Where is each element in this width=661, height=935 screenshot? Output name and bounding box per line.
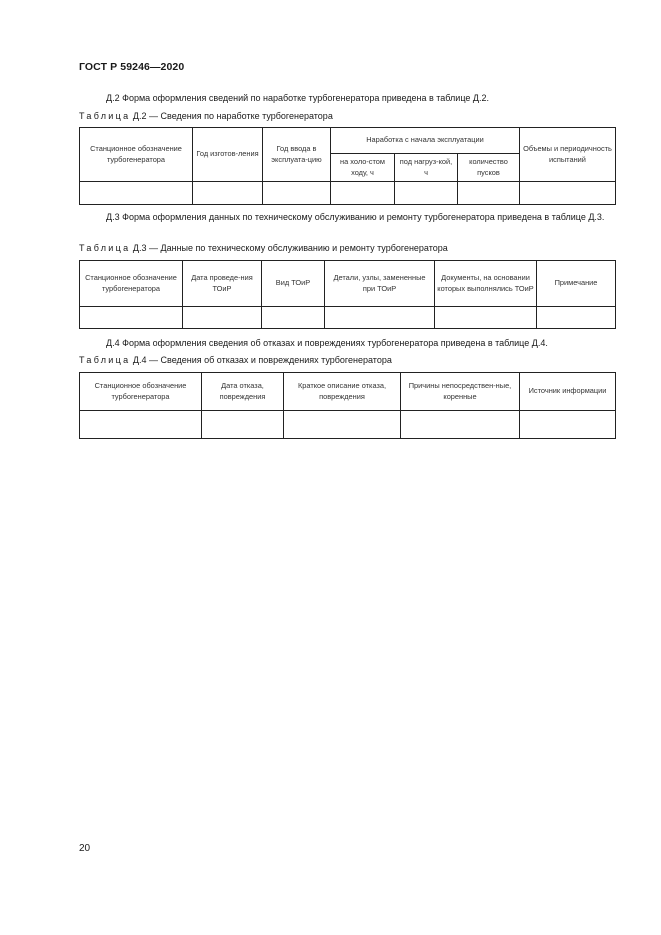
- header-idle: на холо-стом ходу, ч: [331, 154, 395, 182]
- caption-table-d2: [79, 111, 333, 122]
- empty-cell: [537, 307, 616, 329]
- empty-cell: [284, 411, 401, 439]
- table-row: [80, 182, 616, 205]
- empty-cell: [183, 307, 262, 329]
- header-year-made: Год изготов-ления: [193, 128, 263, 182]
- header-station: Станционное обозначение турбогенератора: [80, 373, 202, 411]
- empty-cell: [80, 411, 202, 439]
- table-d3: [79, 260, 616, 329]
- header-causes: Причины непосредствен-ные, коренные: [401, 373, 520, 411]
- caption-text: Д.4 — Сведения об отказах и повреждениях турбогенератора: [132, 355, 392, 365]
- header-runtime-group: Наработка с начала эксплуатации: [331, 128, 520, 154]
- header-note: Примечание: [537, 261, 616, 307]
- empty-cell: [80, 182, 193, 205]
- caption-text: Д.3 — Данные по техническому обслуживанию и ремонту турбогенератора: [132, 243, 448, 253]
- empty-cell: [263, 182, 331, 205]
- empty-cell: [193, 182, 263, 205]
- header-year-commission: Год ввода в эксплуата-цию: [263, 128, 331, 182]
- table-d4: [79, 372, 616, 439]
- table-row: [80, 411, 616, 439]
- empty-cell: [435, 307, 537, 329]
- header-docs: Документы, на основании которых выполнялись ТОиР: [435, 261, 537, 307]
- header-parts: Детали, узлы, замененные при ТОиР: [325, 261, 435, 307]
- empty-cell: [395, 182, 458, 205]
- table-row: [80, 307, 616, 329]
- header-source: Источник информации: [520, 373, 616, 411]
- empty-cell: [331, 182, 395, 205]
- document-header: ГОСТ Р 59246—2020: [79, 61, 185, 73]
- paragraph-d3: Д.3 Форма оформления данных по техническому обслуживанию и ремонту турбогенератора приведена в таблице Д.3.: [106, 212, 605, 222]
- empty-cell: [262, 307, 325, 329]
- empty-cell: [202, 411, 284, 439]
- empty-cell: [520, 182, 616, 205]
- empty-cell: [325, 307, 435, 329]
- table-d2: [79, 127, 616, 205]
- page-number: 20: [79, 843, 91, 854]
- header-load: под нагруз-кой, ч: [395, 154, 458, 182]
- caption-word: Таблица: [79, 243, 131, 253]
- empty-cell: [80, 307, 183, 329]
- header-date: Дата отказа, повреждения: [202, 373, 284, 411]
- paragraph-d4: Д.4 Форма оформления сведения об отказах и повреждениях турбогенератора приведена в таблице Д.4.: [106, 338, 548, 348]
- header-station: Станционное обозначение турбогенератора: [80, 128, 193, 182]
- header-date: Дата проведе-ния ТОиР: [183, 261, 262, 307]
- header-starts: количество пусков: [458, 154, 520, 182]
- header-station: Станционное обозначение турбогенератора: [80, 261, 183, 307]
- header-type: Вид ТОиР: [262, 261, 325, 307]
- caption-table-d3: [79, 243, 448, 254]
- empty-cell: [458, 182, 520, 205]
- caption-table-d4: [79, 355, 392, 366]
- caption-text: Д.2 — Сведения по наработке турбогенератора: [132, 111, 333, 121]
- paragraph-d2: Д.2 Форма оформления сведений по наработке турбогенератора приведена в таблице Д.2.: [106, 93, 489, 103]
- header-desc: Краткое описание отказа, повреждения: [284, 373, 401, 411]
- caption-word: Таблица: [79, 355, 131, 365]
- empty-cell: [401, 411, 520, 439]
- caption-word: Таблица: [79, 111, 131, 121]
- empty-cell: [520, 411, 616, 439]
- header-tests: Объемы и периодичность испытаний: [520, 128, 616, 182]
